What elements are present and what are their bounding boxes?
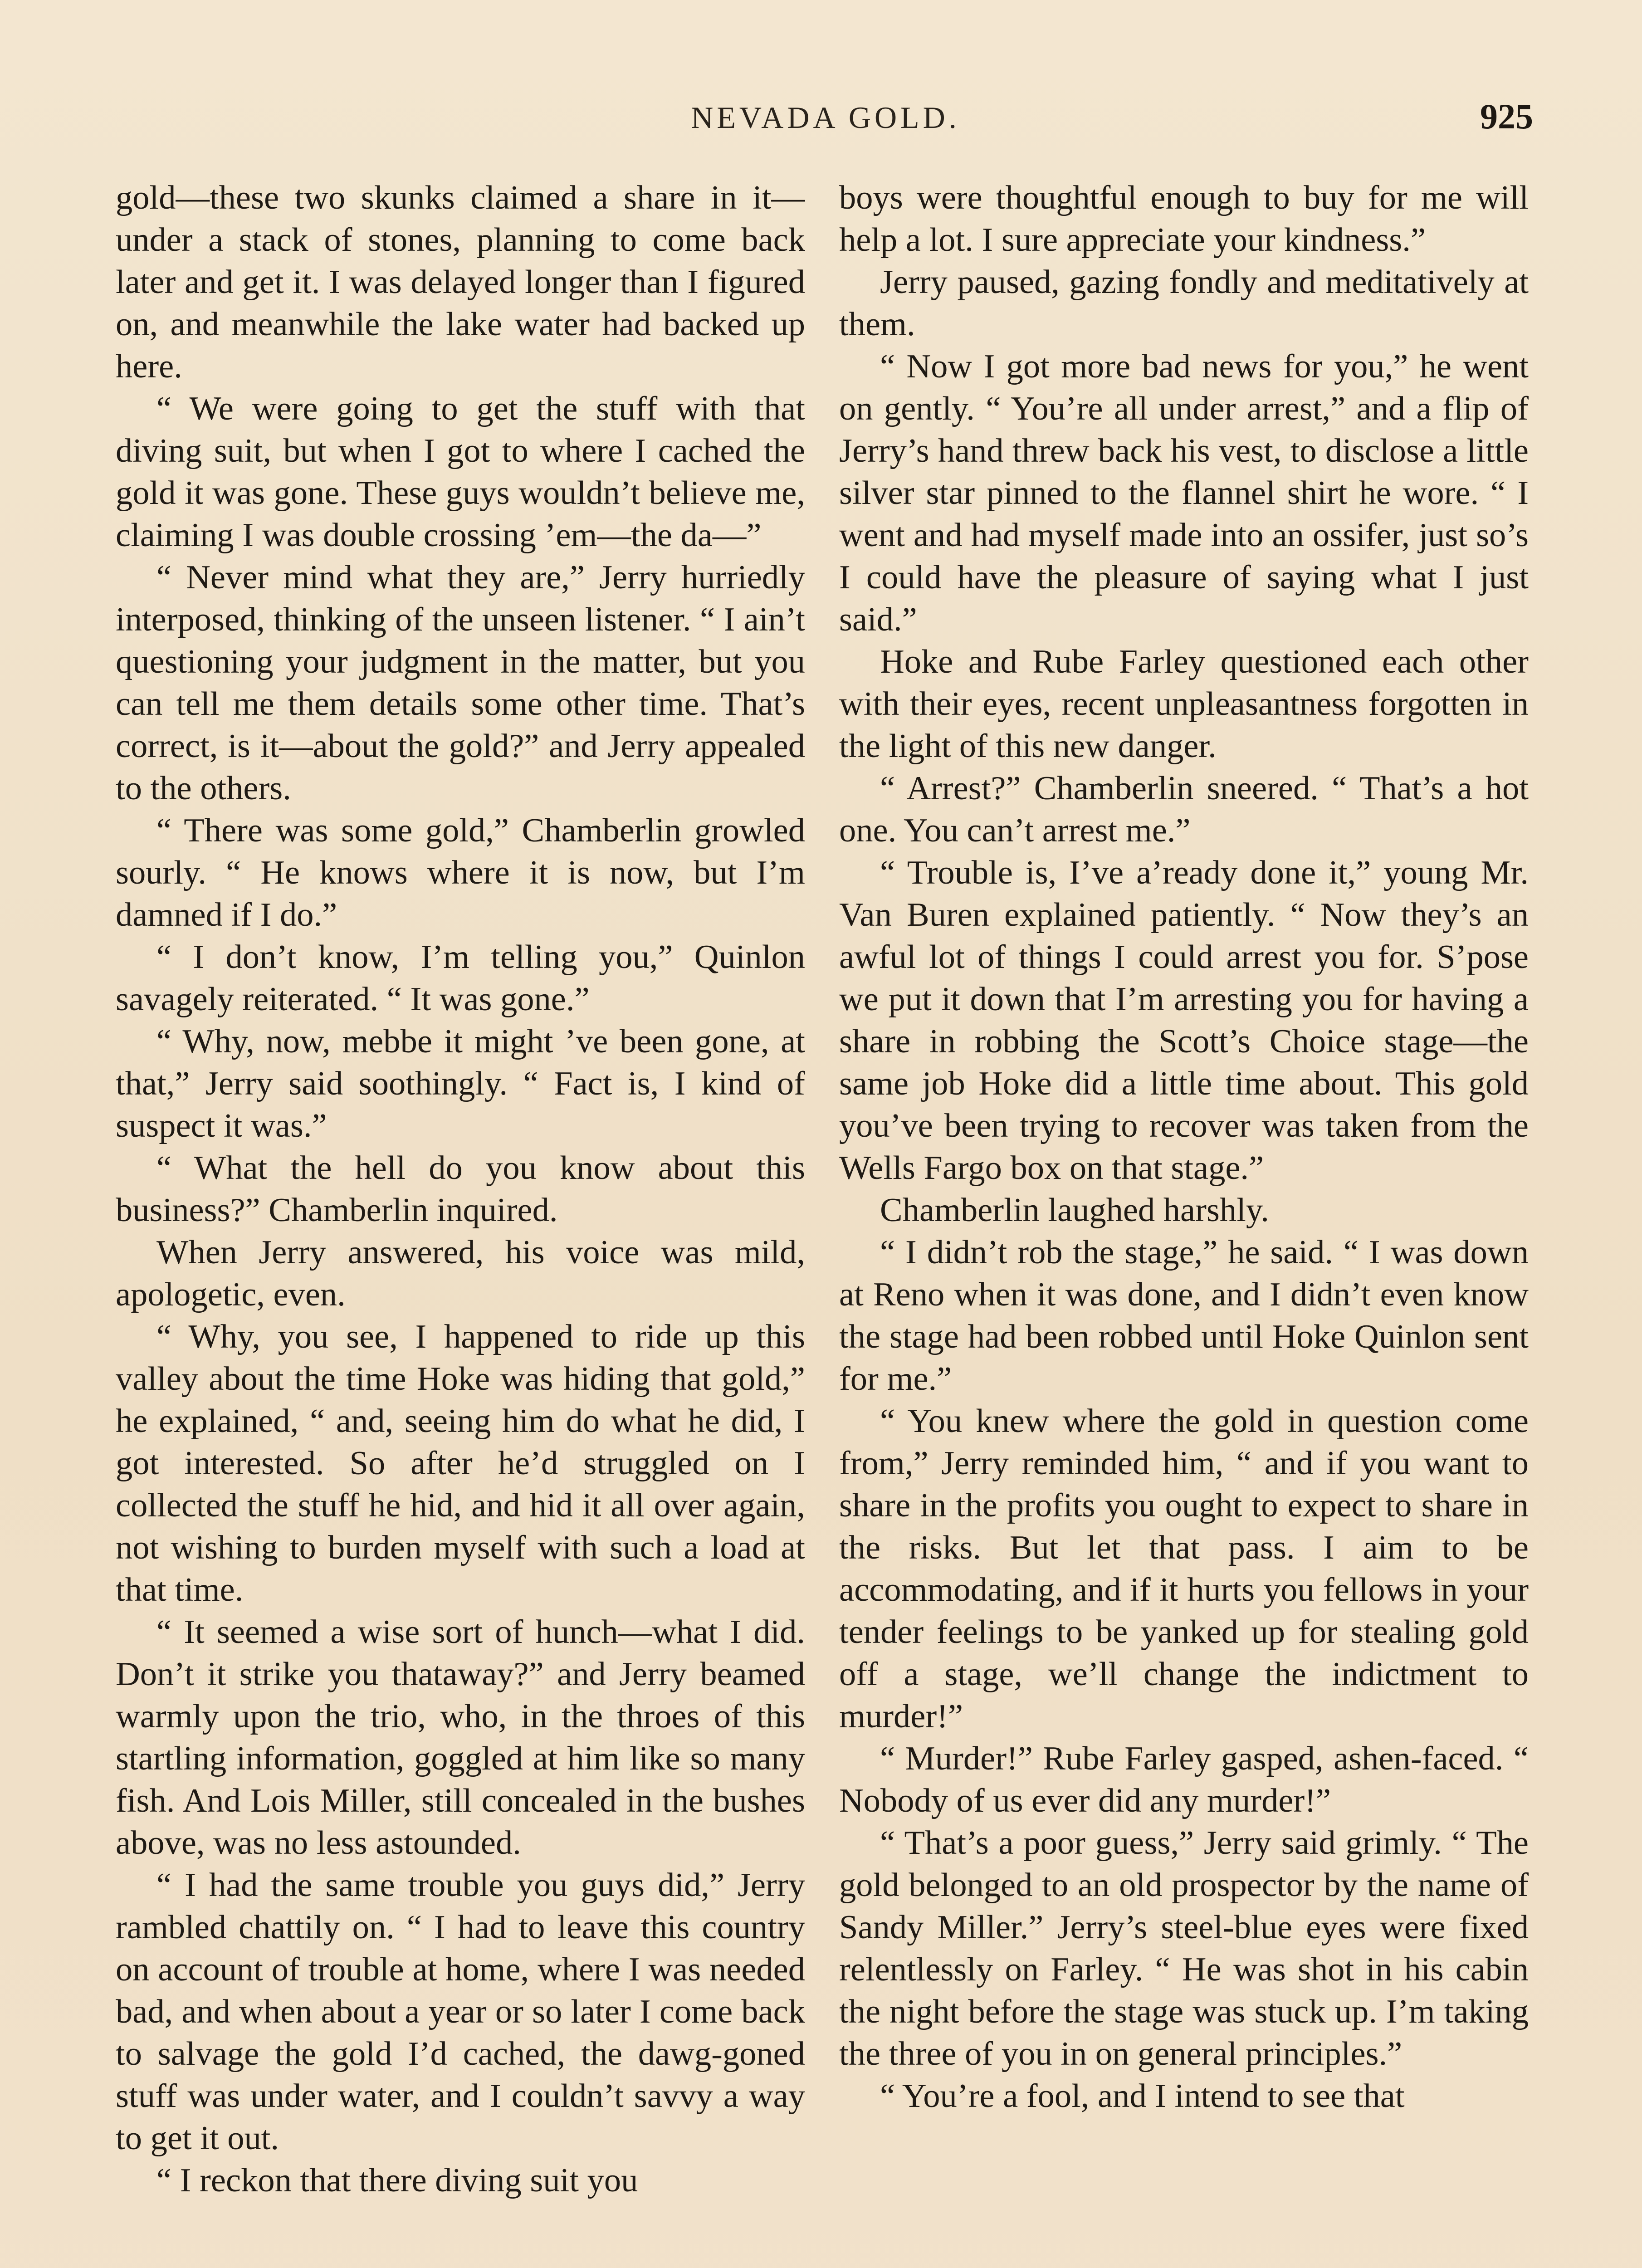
paragraph: “ Why, now, mebbe it might ’ve been gone, at that,” Jerry said soothingly. “ Fact is, I kind of suspect it was.” (116, 1023, 805, 1144)
paragraph: “ I reckon that there diving suit you (156, 2162, 638, 2199)
left-column (116, 177, 805, 2268)
paragraph: Jerry paused, gazing fondly and meditatively at them. (839, 264, 1529, 343)
paragraph: “ I had the same trouble you guys did,” Jerry rambled chattily on. “ I had to leave this country on account of trouble at home, where I was needed bad, and when about a year or so later I come back to salvage the gold I’d cached, the dawg-goned stuff was under water, and I couldn’t savvy a way to get it out. (116, 1867, 805, 2157)
paragraph: “ You knew where the gold in question come from,” Jerry reminded him, “ and if you want to share in the profits you ought to expect to share in the risks. But let that pass. I aim to be accommodating, and if it hurts you fellows in your tender feelings to be yanked up for stealing gold off a stage, we’ll change the indictment to murder!” (839, 1403, 1529, 1735)
paragraph: “ We were going to get the stuff with that diving suit, but when I got to where I cached the gold it was gone. These guys wouldn’t believe me, claiming I was double crossing ’em—the da—” (116, 390, 805, 554)
paragraph: Hoke and Rube Farley questioned each other with their eyes, recent unpleasantness forgotten in the light of this new danger. (839, 643, 1529, 765)
paragraph: “ Now I got more bad news for you,” he went on gently. “ You’re all under arrest,” and a flip of Jerry’s hand threw back his vest, to disclose a little silver star pinned to the flannel shirt he wore. “ I went and had myself made into an ossifer, just so’s I could have the pleasure of saying what I just said.” (839, 348, 1529, 638)
paragraph: “ That’s a poor guess,” Jerry said grimly. “ The gold belonged to an old prospector by the name of Sandy Miller.” Jerry’s steel-blue eyes were fixed relentlessly on Farley. “ He was shot in his cabin the night before the stage was stuck up. I’m taking the three of you in on general principles.” (839, 1824, 1529, 2072)
paragraph: “ Arrest?” Chamberlin sneered. “ That’s a hot one. You can’t arrest me.” (839, 770, 1529, 849)
running-title: NEVADA GOLD. (691, 100, 960, 135)
paragraph: “ Trouble is, I’ve a’ready done it,” young Mr. Van Buren explained patiently. “ Now they’s an awful lot of things I could arrest you for. S’pose we put it down that I’m arresting you for having a share in robbing the Scott’s Choice stage—the same job Hoke did a little time about. This gold you’ve been trying to recover was taken from the Wells Fargo box on that stage.” (839, 854, 1529, 1187)
paragraph: “ There was some gold,” Chamberlin growled sourly. “ He knows where it is now, but I’m damned if I do.” (116, 812, 805, 934)
right-column (839, 177, 1529, 2268)
paragraph: Chamberlin laughed harshly. (880, 1192, 1269, 1229)
page-header (118, 91, 1533, 150)
paragraph: When Jerry answered, his voice was mild, apologetic, even. (116, 1234, 805, 1313)
paragraph: “ You’re a fool, and I intend to see that (880, 2077, 1405, 2115)
paragraph: “ Why, you see, I happened to ride up this valley about the time Hoke was hiding that gold,” he explained, “ and, seeing him do what he did, I got interested. So after he’d struggled on I collected the stuff he hid, and hid it all over again, not wishing to burden myself with such a load at that time. (116, 1318, 805, 1608)
paragraph: “ I don’t know, I’m telling you,” Quinlon savagely reiterated. “ It was gone.” (116, 938, 805, 1018)
paragraph: “ Never mind what they are,” Jerry hurriedly interposed, thinking of the unseen listener. “ I ain’t questioning your judgment in the matter, but you can tell me them details some other time. That’s correct, is it—about the gold?” and Jerry appealed to the others. (116, 559, 805, 807)
paragraph: “ It seemed a wise sort of hunch—what I did. Don’t it strike you thataway?” and Jerry beamed warmly upon the trio, who, in the throes of this startling information, goggled at him like so many fish. And Lois Miller, still concealed in the bushes above, was no less astounded. (116, 1613, 805, 1862)
paragraph: “ What the hell do you know about this business?” Chamberlin inquired. (116, 1149, 805, 1229)
paragraph: “ Murder!” Rube Farley gasped, ashen-faced. “ Nobody of us ever did any murder!” (839, 1740, 1529, 1819)
paragraph: gold—these two skunks claimed a share in it—under a stack of stones, planning to come back later and get it. I was delayed longer than I figured on, and meanwhile the lake water had backed up here. (116, 179, 805, 385)
paragraph: boys were thoughtful enough to buy for me will help a lot. I sure appreciate your kindness.” (839, 179, 1529, 259)
paragraph: “ I didn’t rob the stage,” he said. “ I was down at Reno when it was done, and I didn’t even know the stage had been robbed until Hoke Quinlon sent for me.” (839, 1234, 1529, 1398)
page-number: 925 (1480, 97, 1533, 136)
